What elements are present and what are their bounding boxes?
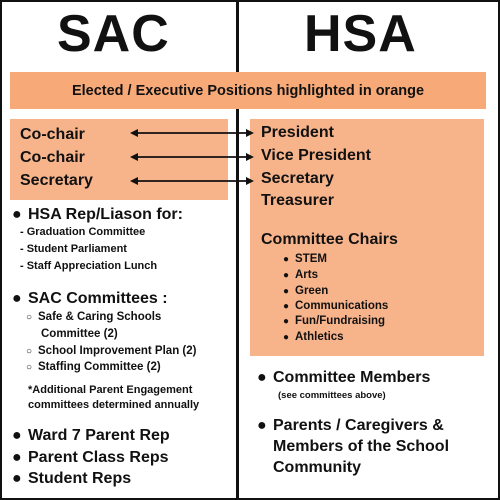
sac-committee-note-2: committees determined annually <box>28 399 200 411</box>
sac-rep-item: ● Ward 7 Parent Rep <box>12 427 170 444</box>
committee-chair-item: ● STEM <box>283 253 327 265</box>
hsa-parents-line2: Members of the School <box>273 438 450 455</box>
circle-bullet-icon: ○ <box>26 346 33 357</box>
committee-chair-item: ● Arts <box>283 269 319 281</box>
committee-chair-item: ● Fun/Fundraising <box>283 315 386 327</box>
bullet-icon: ● <box>12 470 22 487</box>
sac-committee-item: ○ Safe & Caring Schools <box>26 311 162 323</box>
bullet-icon: ● <box>283 286 290 297</box>
sac-position-1: Co-chair <box>20 126 85 143</box>
hsa-rep-item: - Staff Appreciation Lunch <box>20 260 158 272</box>
sac-committees-heading: ● SAC Committees : <box>12 290 168 307</box>
circle-bullet-icon: ○ <box>26 362 33 373</box>
bullet-icon: ● <box>12 427 22 444</box>
sac-committee-item: ○ Staffing Committee (2) <box>26 361 161 373</box>
bullet-icon: ● <box>283 316 290 327</box>
sac-heading: SAC <box>57 5 170 63</box>
committee-chair-item: ● Communications <box>283 300 389 312</box>
bullet-icon: ● <box>257 369 267 386</box>
hsa-position-1: President <box>261 124 334 141</box>
highlight-banner: Elected / Executive Positions highlighted in orange <box>10 72 486 109</box>
committee-chair-item: ● Green <box>283 285 329 297</box>
sac-committee-note-1: *Additional Parent Engagement <box>28 384 193 396</box>
hsa-rep-item: - Student Parliament <box>20 243 127 255</box>
committee-chair-item: ● Athletics <box>283 331 344 343</box>
hsa-committee-members: ● Committee Members <box>257 369 431 386</box>
hsa-position-4: Treasurer <box>261 192 334 209</box>
bullet-icon: ● <box>12 449 22 466</box>
bullet-icon: ● <box>257 417 267 434</box>
sac-position-2: Co-chair <box>20 149 85 166</box>
hsa-rep-heading: ● HSA Rep/Liason for: <box>12 206 183 223</box>
bullet-icon: ● <box>283 270 290 281</box>
bullet-icon: ● <box>12 290 22 307</box>
committee-chairs-heading: Committee Chairs <box>261 231 398 248</box>
hsa-committee-members-note: (see committees above) <box>278 390 386 401</box>
sac-committee-item: ○ School Improvement Plan (2) <box>26 345 197 357</box>
bullet-icon: ● <box>283 301 290 312</box>
hsa-parents-line3: Community <box>273 459 361 476</box>
bullet-icon: ● <box>283 254 290 265</box>
sac-rep-item: ● Parent Class Reps <box>12 449 169 466</box>
hsa-parents-item: ● Parents / Caregivers & <box>257 417 444 434</box>
sac-position-3: Secretary <box>20 172 93 189</box>
bullet-icon: ● <box>283 332 290 343</box>
circle-bullet-icon: ○ <box>26 312 33 323</box>
bullet-icon: ● <box>12 206 22 223</box>
hsa-rep-item: - Graduation Committee <box>20 226 146 238</box>
sac-rep-item: ● Student Reps <box>12 470 132 487</box>
hsa-position-2: Vice President <box>261 147 371 164</box>
hsa-position-3: Secretary <box>261 170 334 187</box>
sac-committee-item-cont: Committee (2) <box>41 328 118 340</box>
hsa-heading: HSA <box>304 5 417 63</box>
